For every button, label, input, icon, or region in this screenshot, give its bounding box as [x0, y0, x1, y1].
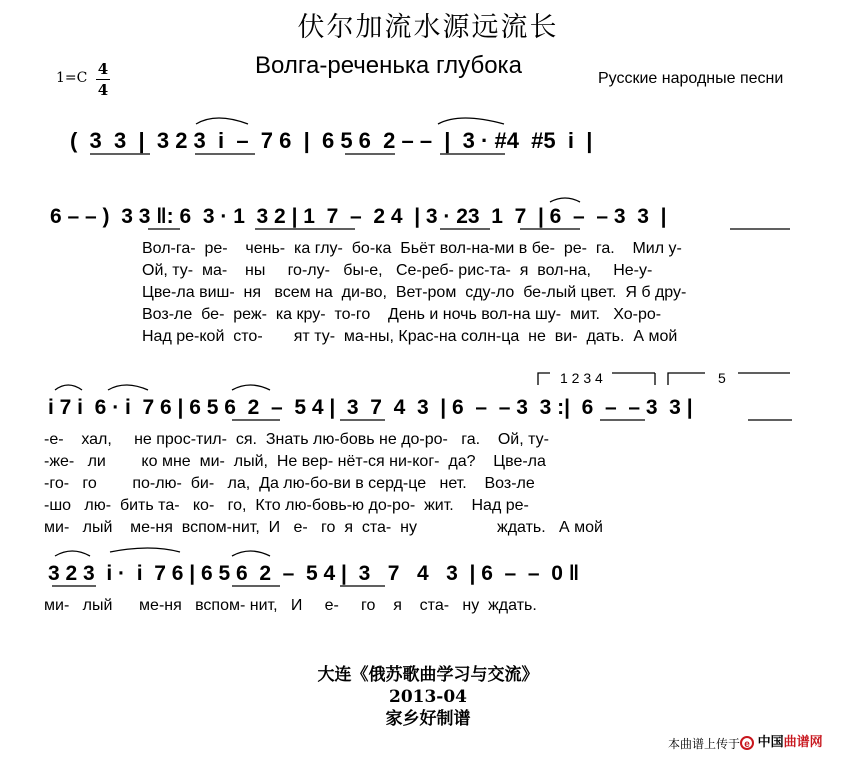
credits-source: 大连《俄苏歌曲学习与交流》	[317, 665, 539, 685]
lyrics-row-3-verse-3: -го- го по-лю- би- ла, Да лю-бо-ви в серд-це нет. Воз-ле	[44, 475, 535, 492]
e-logo-icon: e	[740, 736, 754, 750]
site-logo[interactable]	[740, 735, 823, 750]
lyrics-row-2-verse-5: Над ре-кой сто- ят ту- ма-ны, Крас-на солн-ца не ви- дать. А мой	[142, 328, 678, 345]
lyrics-row-3-verse-4: -шо лю- бить та- ко- го, Кто лю-бовь-ю до-ро- жит. Над ре-	[44, 497, 529, 514]
lyrics-row-2-verse-4: Воз-ле бе- реж- ка кру- то-го День и ночь вол-на шу- мит. Хо-ро-	[142, 306, 662, 323]
volta-1-label: 1 2 3 4	[560, 370, 603, 386]
credits-date: 2013-04	[388, 687, 468, 707]
lyrics-row-4-verse-1: ми- лый ме-ня вспом- нит, И е- го я ста- ну ждать.	[44, 597, 537, 614]
lyrics-row-2-verse-1: Вол-га- ре- чень- ка глу- бо-ка Бьёт вол-на-ми в бе- ре- га. Мил у-	[142, 240, 682, 257]
lyrics-row-2-verse-3: Цве-ла виш- ня всем на ди-во, Вет-ром сду-ло бе-лый цвет. Я б дру-	[142, 284, 687, 301]
credits-block	[0, 664, 856, 730]
title-chinese: 伏尔加流水源远流长	[297, 12, 559, 43]
time-signature-bottom: 4	[97, 81, 109, 99]
title-russian: Волга-реченька глубока	[255, 52, 522, 79]
staff-row-4-notes: 3 2 3 i · i 7 6 | 6 5 6 2 – 5 4 | 3 7 4 3 | 6 – – 0 ‖	[48, 562, 580, 585]
lyrics-row-2-verse-2: Ой, ту- ма- ны го-лу- бы-е, Се-реб- рис-та- я вол-на, Не-у-	[142, 262, 653, 279]
lyrics-row-3-verse-2: -же- ли ко мне ми- лый, Не вер- нёт-ся ни-ког- да? Цве-ла	[44, 453, 546, 470]
site-name-part-1: 中国	[757, 734, 784, 749]
volta-2-label: 5	[718, 370, 726, 386]
credits-author: 家乡好制谱	[385, 709, 471, 729]
staff-row-3-notes: i 7 i 6 · i 7 6 | 6 5 6 2 – 5 4 | 3 7 4 3 | 6 – – 3 3 :| 6 – – 3 3 |	[48, 396, 693, 419]
staff-row-1-notes: ( 3 3 | 3 2 3 i – 7 6 | 6 5 6 2 – – | 3 · #4 #5 i |	[70, 128, 593, 153]
key-signature: 1=C	[56, 70, 88, 86]
lyrics-row-3-verse-5: ми- лый ме-ня вспом-нит, И е- го я ста- ну ждать. А мой	[44, 519, 603, 536]
upload-note: 本曲谱上传于	[668, 737, 741, 751]
staff-row-2-notes: 6 – – ) 3 3 ‖: 6 3 · 1 3 2 | 1 7 – 2 4 | 3 · 23 1 7 | 6 – – 3 3 |	[50, 205, 667, 228]
subtitle-genre: Русские народные песни	[598, 70, 784, 87]
lyrics-row-3-verse-1: -е- хал, не прос-тил- ся. Знать лю-бовь не до-ро- га. Ой, ту-	[44, 431, 549, 448]
time-signature-top: 4	[97, 60, 109, 78]
site-name-part-2: 曲谱网	[783, 734, 823, 749]
